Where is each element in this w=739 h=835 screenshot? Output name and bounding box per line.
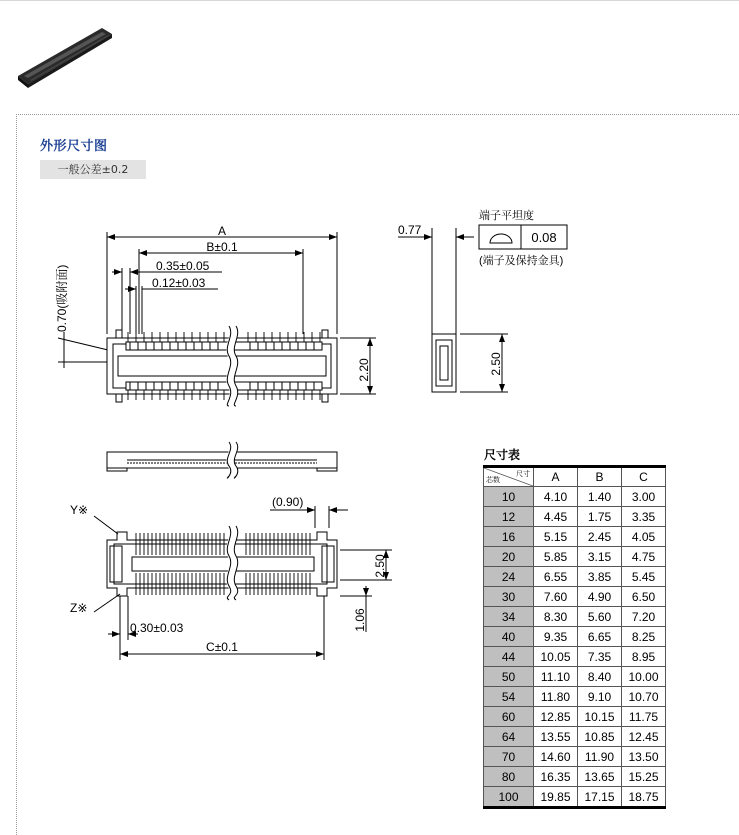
dim-b-label: B±0.1 bbox=[206, 240, 238, 254]
table-row bbox=[484, 667, 666, 687]
dim-c-cell: 3.00 bbox=[622, 487, 666, 507]
table-row bbox=[484, 527, 666, 547]
pin-count-cell: 16 bbox=[484, 527, 534, 547]
pin-count-cell: 34 bbox=[484, 607, 534, 627]
y-mark-label: Y※ bbox=[70, 503, 89, 517]
dim-a-cell: 14.60 bbox=[534, 747, 578, 767]
dim-c-cell: 10.70 bbox=[622, 687, 666, 707]
pin-count-cell: 20 bbox=[484, 547, 534, 567]
dim-250-bottom-label: 2.50 bbox=[373, 554, 387, 578]
pin-count-cell: 30 bbox=[484, 587, 534, 607]
page-title: 外形尺寸图 bbox=[40, 139, 108, 154]
dim-b-cell: 5.60 bbox=[578, 607, 622, 627]
table-row bbox=[484, 747, 666, 767]
dim-b-cell: 3.85 bbox=[578, 567, 622, 587]
flatness-title: 端子平坦度 bbox=[479, 210, 534, 222]
table-row bbox=[484, 627, 666, 647]
table-row bbox=[484, 587, 666, 607]
dim-c-cell: 7.20 bbox=[622, 607, 666, 627]
dim-b-cell: 10.85 bbox=[578, 727, 622, 747]
dim-b-cell: 1.40 bbox=[578, 487, 622, 507]
pin-count-cell: 10 bbox=[484, 487, 534, 507]
footprint-view bbox=[94, 506, 392, 660]
dim-a-cell: 5.85 bbox=[534, 547, 578, 567]
side-view bbox=[398, 225, 567, 392]
dim-a-cell: 16.35 bbox=[534, 767, 578, 787]
front-view bbox=[107, 442, 337, 478]
dim-a-cell: 11.10 bbox=[534, 667, 578, 687]
pin-count-cell: 70 bbox=[484, 747, 534, 767]
dim-b-cell: 7.35 bbox=[578, 647, 622, 667]
dim-b-cell: 17.15 bbox=[578, 787, 622, 808]
top-divider bbox=[0, 0, 739, 1]
table-row bbox=[484, 647, 666, 667]
dim-a-cell: 4.45 bbox=[534, 507, 578, 527]
table-row bbox=[484, 767, 666, 787]
flatness-note: (端子及保持金具) bbox=[479, 255, 564, 267]
dim-lead-label: 0.12±0.03 bbox=[152, 276, 206, 290]
dim-b-cell: 6.65 bbox=[578, 627, 622, 647]
table-row bbox=[484, 507, 666, 527]
tolerance-badge: 一般公差±0.2 bbox=[40, 160, 146, 179]
dimension-table bbox=[483, 465, 666, 809]
dim-a-label: A bbox=[217, 224, 227, 238]
pin-count-cell: 24 bbox=[484, 567, 534, 587]
dim-b-cell: 4.90 bbox=[578, 587, 622, 607]
dim-b-cell: 9.10 bbox=[578, 687, 622, 707]
dim-c-label: C±0.1 bbox=[206, 640, 238, 654]
dim-b-cell: 10.15 bbox=[578, 707, 622, 727]
dim-a-cell: 6.55 bbox=[534, 567, 578, 587]
pin-count-cell: 54 bbox=[484, 687, 534, 707]
dim-030-label: 0.30±0.03 bbox=[130, 621, 184, 635]
connector-product-image bbox=[14, 18, 118, 90]
table-row bbox=[484, 687, 666, 707]
table-row bbox=[484, 707, 666, 727]
dim-b-cell: 2.45 bbox=[578, 527, 622, 547]
column-header-a: A bbox=[534, 467, 578, 487]
dim-suction-label: 0.70(吸附面) bbox=[55, 264, 69, 332]
dim-height-250-side-label: 2.50 bbox=[489, 352, 503, 376]
dim-height-220-label: 2.20 bbox=[357, 358, 371, 382]
dim-c-cell: 8.25 bbox=[622, 627, 666, 647]
dim-c-cell: 11.75 bbox=[622, 707, 666, 727]
table-row bbox=[484, 487, 666, 507]
dim-090-label: (0.90) bbox=[272, 495, 304, 509]
dimension-table-title: 尺寸表 bbox=[484, 448, 521, 462]
pin-count-cell: 50 bbox=[484, 667, 534, 687]
z-mark-label: Z※ bbox=[70, 601, 88, 615]
dim-a-cell: 7.60 bbox=[534, 587, 578, 607]
dim-b-cell: 8.40 bbox=[578, 667, 622, 687]
table-corner-cell: 尺寸 芯数 bbox=[484, 467, 534, 487]
dim-c-cell: 3.35 bbox=[622, 507, 666, 527]
pin-count-cell: 44 bbox=[484, 647, 534, 667]
pin-count-cell: 64 bbox=[484, 727, 534, 747]
dim-106-label: 1.06 bbox=[353, 608, 367, 632]
dim-c-cell: 6.50 bbox=[622, 587, 666, 607]
dim-c-cell: 4.75 bbox=[622, 547, 666, 567]
dim-c-cell: 12.45 bbox=[622, 727, 666, 747]
dim-a-cell: 12.85 bbox=[534, 707, 578, 727]
dim-b-cell: 13.65 bbox=[578, 767, 622, 787]
table-row bbox=[484, 567, 666, 587]
column-header-c: C bbox=[622, 467, 666, 487]
dim-a-cell: 13.55 bbox=[534, 727, 578, 747]
dim-a-cell: 9.35 bbox=[534, 627, 578, 647]
pin-count-cell: 80 bbox=[484, 767, 534, 787]
dim-c-cell: 8.95 bbox=[622, 647, 666, 667]
dim-b-cell: 3.15 bbox=[578, 547, 622, 567]
dim-a-cell: 4.10 bbox=[534, 487, 578, 507]
pin-count-cell: 60 bbox=[484, 707, 534, 727]
table-row bbox=[484, 727, 666, 747]
dim-a-cell: 8.30 bbox=[534, 607, 578, 627]
pin-count-cell: 40 bbox=[484, 627, 534, 647]
top-view bbox=[58, 232, 376, 406]
flatness-value: 0.08 bbox=[531, 230, 557, 245]
pin-count-cell: 100 bbox=[484, 787, 534, 808]
dim-a-cell: 11.80 bbox=[534, 687, 578, 707]
dim-c-cell: 13.50 bbox=[622, 747, 666, 767]
dim-b-cell: 1.75 bbox=[578, 507, 622, 527]
table-row bbox=[484, 787, 666, 808]
dim-c-cell: 18.75 bbox=[622, 787, 666, 808]
table-row bbox=[484, 547, 666, 567]
table-header-row bbox=[484, 467, 666, 487]
dim-a-cell: 19.85 bbox=[534, 787, 578, 808]
dim-c-cell: 4.05 bbox=[622, 527, 666, 547]
dim-077-label: 0.77 bbox=[398, 223, 422, 237]
dim-a-cell: 10.05 bbox=[534, 647, 578, 667]
dim-b-cell: 11.90 bbox=[578, 747, 622, 767]
dim-c-cell: 15.25 bbox=[622, 767, 666, 787]
pin-count-cell: 12 bbox=[484, 507, 534, 527]
dim-c-cell: 5.45 bbox=[622, 567, 666, 587]
dim-a-cell: 5.15 bbox=[534, 527, 578, 547]
column-header-b: B bbox=[578, 467, 622, 487]
table-row bbox=[484, 607, 666, 627]
dim-c-cell: 10.00 bbox=[622, 667, 666, 687]
dim-pitch-label: 0.35±0.05 bbox=[156, 259, 210, 273]
